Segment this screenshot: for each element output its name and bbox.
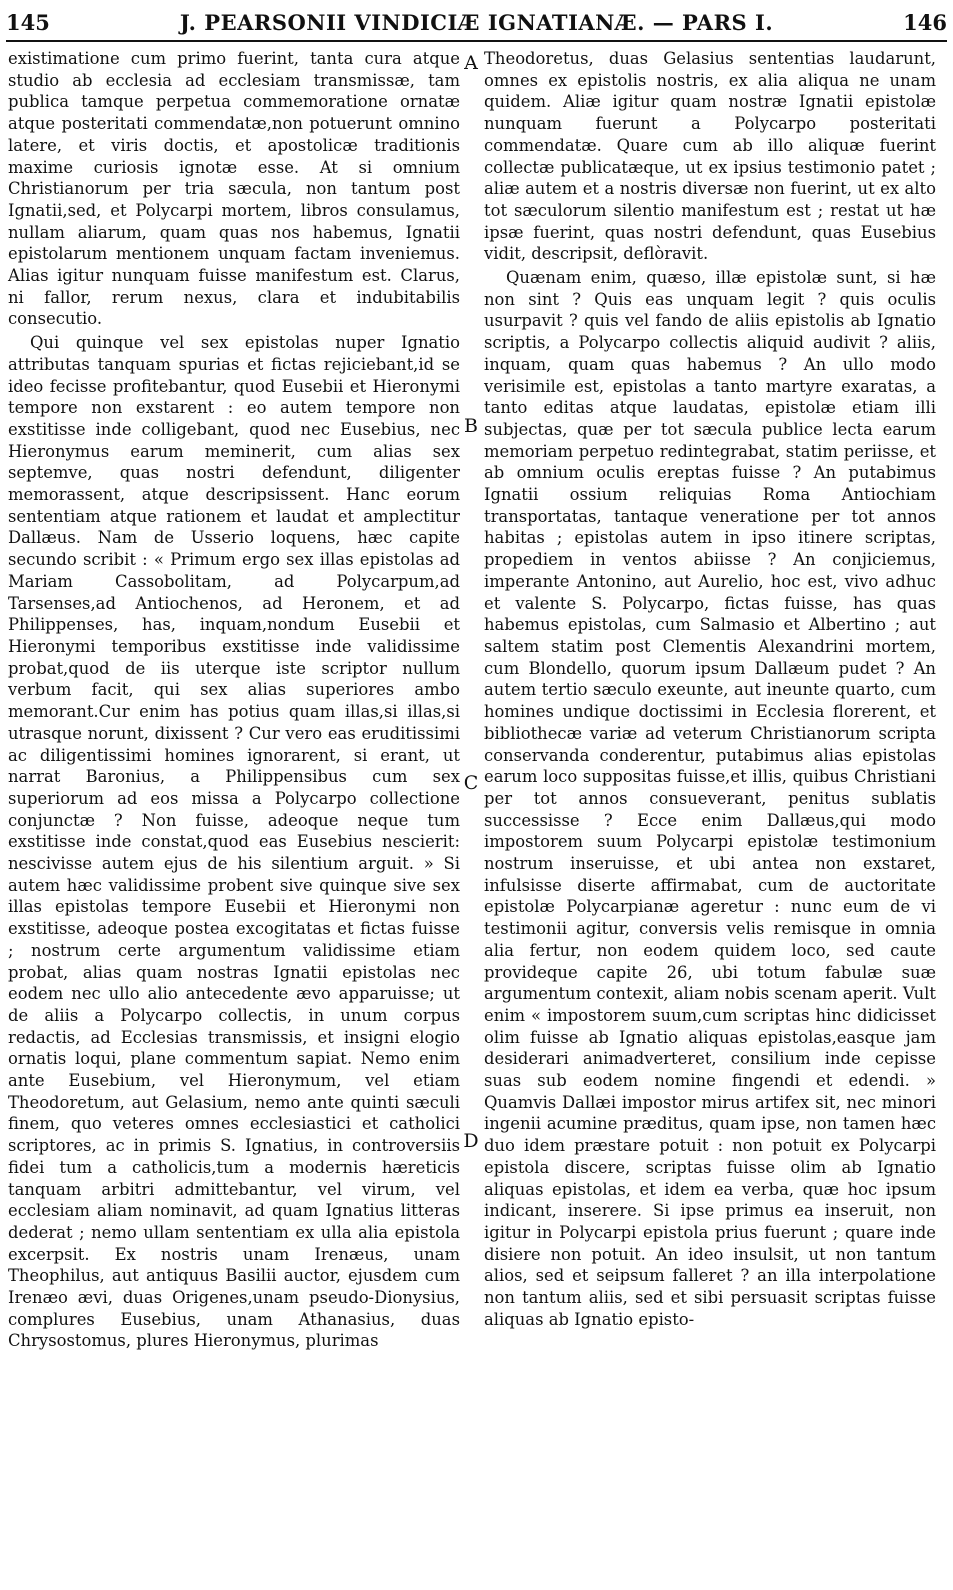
paragraph: Qui quinque vel sex epistolas nuper Ignatio attributas tanquam spurias et fictas rejiciebant,id se ideo fecisse profitebantur, quod Eusebii et Hieronymi tempore non exstarent : eo autem tempore non exstitisse inde colligebant, quod nec Eusebius, nec Hieronymus earum meminerit, cum alias sex septemve, quas nostri defendunt, diligenter memorassent, atque descripsissent. Hanc eorum sententiam atque rationem et laudat et amplectitur Dallæus. Nam de Usserio loquens, hæc capite secundo scribit : « Primum ergo sex illas epistolas ad Mariam Cassobolitam, ad Polycarpum,ad Tarsenses,ad Antiochenos, ad Heronem, et ad Philippenses, has, inquam,nondum Eusebii et Hieronymi temporibus exstitisse inde validissime probat,quod de iis uterque iste scriptor nullum verbum facit, qui sex alias superiores ambo memorant.Cur enim has potius quam illas,si illas,si utrasque norunt, dixissent ? Cur vero eas eruditissimi ac diligentissimi homines ignorarent, si erant, ut narrat Baronius, a Philippensibus cum sex superiorum ad eos missa a Polycarpo collectione conjunctæ ? Non fuisse, adeoque neque tum exstitisse inde constat,quod eas Eusebius nescierit: nescivisse autem ejus de his silentium arguit. » Si autem hæc validissime probent sive quinque sive sex illas epistolas tempore Eusebii et Hieronymi non exstitisse, adeoque postea excogitatas et fictas fuisse ; nostrum certe argumentum validissime etiam probat, alias quam nostras Ignatii epistolas nec eodem nec ullo alio antecedente ævo apparuisse; ut de aliis a Polycarpo collectis, in unum corpus redactis, ad Ecclesias transmissis, et insigni elogio ornatis loqui, plane commentum sapiat. Nemo enim ante Eusebium, vel Hieronymum, vel etiam Theodoretum, aut Gelasium, nemo ante quinti sæculi finem, quo veteres omnes ecclesiastici et catholici scriptores, ac in primis S. Ignatius, in controversiis fidei tum a catholicis,tum a modernis hæreticis tanquam arbitri admittebantur, vel virum, vel ecclesiam aliam nominavit, ad quam Ignatius litteras dederat ; nemo ullam sententiam ex ulla alia epistola excerpsit. Ex nostris unam Irenæus, unam Theophilus, aut antiquus Basilii auctor, ejusdem cum Irenæo ævi, duas Origenes,unam pseudo-Dionysius, complures Eusebius, unam Athanasius, duas Chrysostomus, plures Hieronymus, plurimas: [8, 333, 460, 1351]
margin-marker-d: D: [463, 1130, 479, 1152]
running-header: [6, 4, 947, 42]
page-number-right: 146: [903, 10, 947, 35]
paragraph: existimatione cum primo fuerint, tanta cura atque studio ab ecclesia ad ecclesiam transmissæ, tam publica tamque perpetua commemoratione ornatæ atque posteritati commendatæ,non potuerunt omnino latere, et viris doctis, et apostolicæ traditionis maxime curiosis ignotæ esse. At si omnium Christianorum per tria sæcula, non tantum post Ignatii,sed, et Polycarpi mortem, libros consulamus, nullam aliarum, quam quas nos habemus, Ignatii epistolarum mentionem unquam factam inveniemus. Alias igitur nunquam fuisse manifestum est. Clarus, ni fallor, rerum nexus, clara et indubitabilis consecutio.: [8, 49, 460, 329]
margin-marker-c: C: [463, 772, 479, 794]
left-column: [8, 48, 460, 1352]
running-title: J. PEARSONII VINDICIÆ IGNATIANÆ. — PARS I.: [179, 10, 774, 35]
right-column: [484, 48, 936, 1330]
margin-marker-b: B: [464, 415, 478, 437]
margin-marker-a: A: [464, 52, 478, 74]
paragraph: Quænam enim, quæso, illæ epistolæ sunt, si hæ non sint ? Quis eas unquam legit ? quis oculis usurpavit ? quis vel fando de aliis epistolis ab Ignatio scriptis, a Polycarpo collectis aliquid audivit ? aliis, inquam, quam quas habemus ? An ullo modo verisimile est, epistolas a tanto martyre exaratas, a tanto editas atque laudatas, epistolæ etiam illi subjectas, quæ per tot sæcula publice lecta earum memoriam perpetuo redintegrabat, statim periisse, et ab omnium oculis ereptas fuisse ? An putabimus Ignatii ossium reliquias Roma Antiochiam transportatas, tantaque veneratione per tot annos habitas ; epistolas autem in ipso itinere scriptas, propediem in ventos abiisse ? An conjiciemus, imperante Antonino, aut Aurelio, hoc est, vivo adhuc et valente S. Polycarpo, fictas fuisse, has quas habemus epistolas, cum Salmasio et Albertino ; aut saltem statim post Clementis Alexandrini mortem, cum Blondello, quorum ipsum Dallæum pudet ? An autem tertio sæculo exeunte, aut ineunte quarto, cum homines undique doctissimi in Ecclesia florerent, et bibliothecæ variæ ad veterum Christianorum scripta conservanda conderentur, putabimus alias epistolas earum loco suppositas fuisse,et illis, quibus Christiani per tot annos consueverant, penitus sublatis successisse ? Ecce enim Dallæus,qui modo impostorem suum Polycarpi epistolæ testimonium nostrum inseruisse, et ubi antea non exstaret, infulsisse diserte affirmabat, cum de auctoritate epistolæ Polycarpianæ ageretur : nunc eum de vi testimonii agitur, conversis velis remisque in omnia alia fertur, non eodem quidem loco, sed caute provideque capite 26, ubi totum fabulæ suæ argumentum contexit, aliam nobis scenam aperit. Vult enim « impostorem suum,cum scriptas hinc didicisset olim fuisse ab Ignatio aliquas epistolas,easque jam desiderari animadverteret, consilium inde cepisse suas sub eodem nomine fingendi et edendi. » Quamvis Dallæi impostor mirus artifex sit, nec minori ingenii acumine præditus, quam ipse, non tamen hæc duo idem præstare potuit : non potuit ex Polycarpi epistola discere, scriptas fuisse olim ab Ignatio aliquas epistolas, et idem ea verba, quæ hoc ipsum indicant, inserere. Si ipse primus ea inseruit, non igitur in Polycarpi epistola prius fuerunt ; quare inde disiere non potuit. An ideo insulsit, ut non tantum alios, sed et seipsum falleret ? an illa interpolatione non tantum aliis, sed et sibi persuasit scriptas fuisse aliquas ab Ignatio episto-: [484, 268, 936, 1329]
paragraph: Theodoretus, duas Gelasius sententias laudarunt, omnes ex epistolis nostris, ex alia aliqua ne unam quidem. Aliæ igitur quam nostræ Ignatii epistolæ nunquam fuerunt a Polycarpo posteritati commendatæ. Quare cum ab illo aliquæ fuerint collectæ publicatæque, ut ex ipsius testimonio patet ; aliæ autem et a nostris diversæ non fuerint, ut ex alto tot sæculorum silentio manifestum est ; restat ut hæ ipsæ fuerint, quas nostri defendunt, quas Eusebius vidit, descripsit, deflòravit.: [484, 49, 936, 264]
page-number-left: 145: [6, 10, 50, 35]
